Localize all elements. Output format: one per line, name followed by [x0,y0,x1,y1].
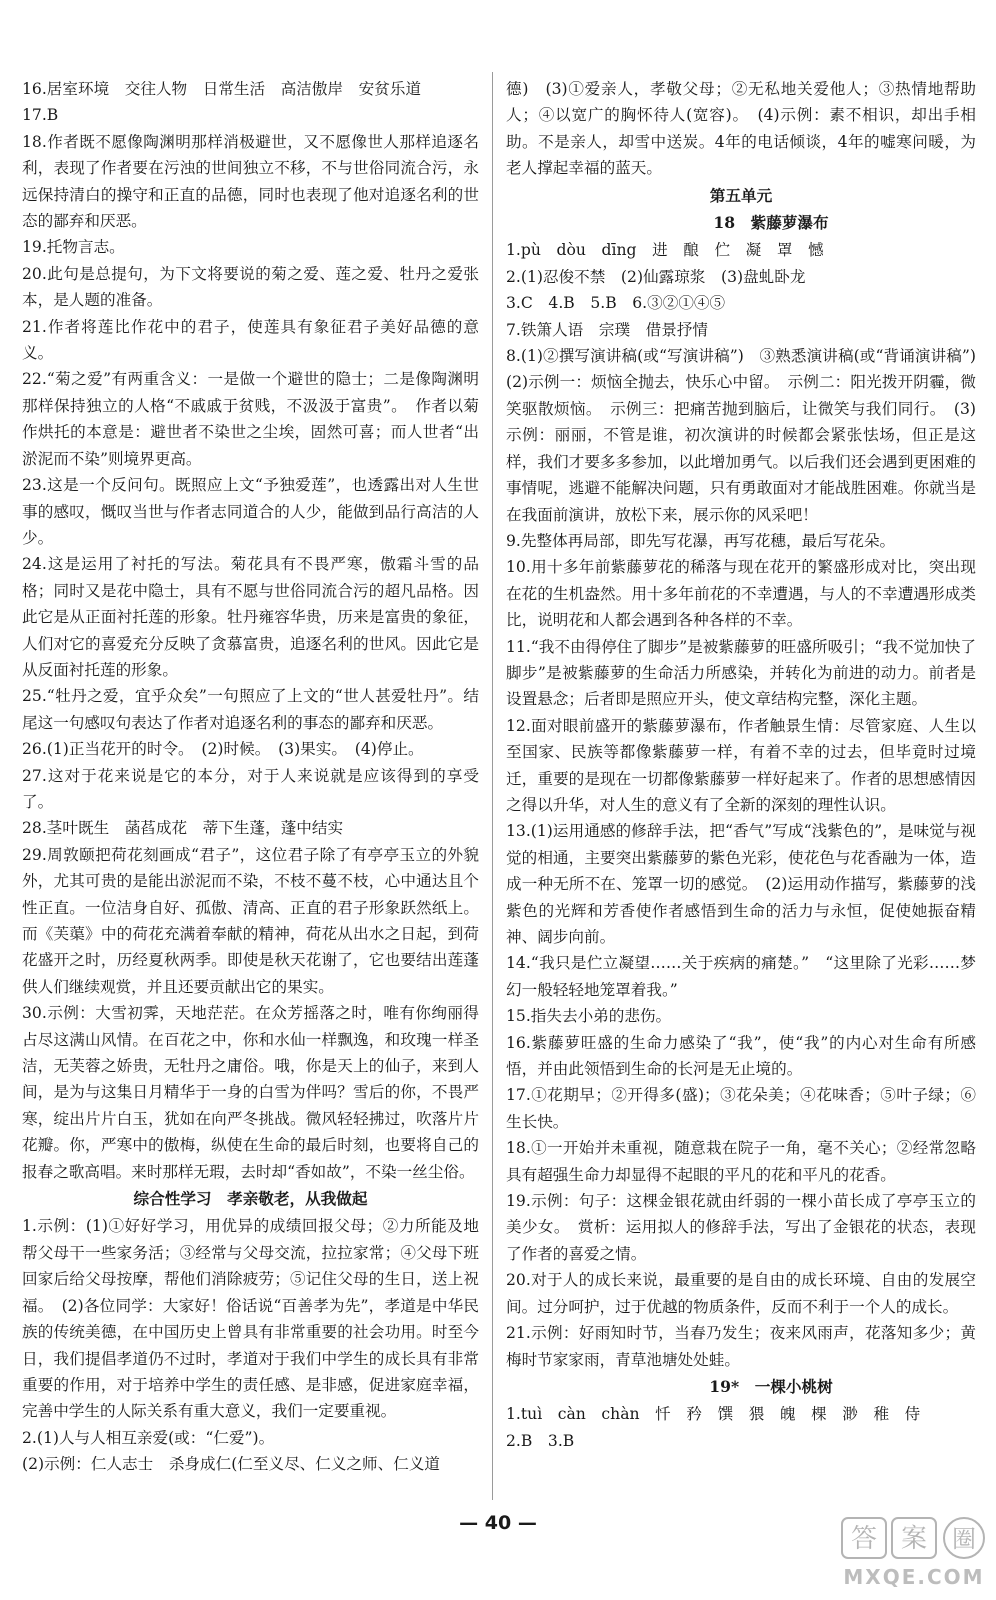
answer-item: 17.B [22,106,59,125]
answer-item: 2.B 3.B [506,1431,575,1450]
answer-item: 16.居室环境 交往人物 日常生活 高洁傲岸 安贫乐道 [22,80,422,98]
section-heading: 19* 一棵小桃树 [709,1376,833,1396]
answer-item: 27.这对于花来说是它的本分，对于人来说就是应该得到的享受了。 [22,766,479,811]
answer-item: 19.示例：句子：这棵金银花就由纤弱的一棵小苗长成了亭亭玉立的美少女。 赏析：运用拟人的修辞手法，写出了金银花的状态，表现了作者的喜爱之情。 [506,1192,976,1263]
answer-item: 9.先整体再局部，即先写花瀑，再写花穗，最后写花朵。 [506,531,896,550]
column-divider [492,72,493,1500]
section-heading: 第五单元 [709,185,773,205]
section-heading: 18 紫藤萝瀑布 [713,213,829,233]
answer-item: 1.示例：(1)①好好学习，用优异的成绩回报父母；②力所能及地帮父母干一些家务活；③经常与父母交流，拉拉家常；④父母下班回家后给父母按摩，帮他们消除疲劳；⑤记住父母的生日，送上祝福。 (2)各位同学：大家好！俗话说“百善孝为先”，孝道是中华民族的传统美德，在中国历史上曾具有非常重要的社会功用。时至今日，我们提倡孝道仍不过时，孝道对于我们中学生的成长具有非常重要的作用，对于培养中学生的责任感、是非感，促进家庭幸福，完善中学生的人际关系有重大意义，我们一定要重视。 [22,1217,479,1421]
left-column [22,76,479,1478]
answer-item: 29.周敦颐把荷花刻画成“君子”，这位君子除了有亭亭玉立的外貌外，尤其可贵的是能出淤泥而不染，不枝不蔓不枝，心中通达且个性正直。一位洁身自好、孤傲、清高、正直的君子形象跃然纸上。而《芙蕖》中的荷花充满着奉献的精神，荷花从出水之日起，到荷花盛开之时，历经夏秋两季。即使是秋天花谢了，它也要结出莲蓬供人们继续观赏，并且还要贡献出它的果实。 [22,845,479,996]
answer-item: 20.对于人的成长来说，最重要的是自由的成长环境、自由的发展空间。过分呵护，过于优越的物质条件，反而不利于一个人的成长。 [506,1271,976,1316]
watermark-char-3: 圈 [952,1525,976,1553]
answer-item: 3.C 4.B 5.B 6.③②①④⑤ [506,294,726,313]
watermark-char-1: 答 [850,1524,878,1554]
right-column [506,76,992,1454]
answer-item: 30.示例：大雪初霁，天地茫茫。在众芳摇落之时，唯有你绚丽得占尽这满山风情。在百花之中，你和水仙一样飘逸，和玫瑰一样圣洁，无芙蓉之娇贵，无牡丹之庸俗。哦，你是天上的仙子，来到人间，是为与这集日月精华于一身的白雪为伴吗？雪后的你，不畏严寒，绽出片片白玉，犹如在向严冬挑战。微风轻轻拂过，吹落片片花瓣。你，严寒中的傲梅，纵使在生命的最后时刻，也要将自己的报春之歌高唱。来时那样无瑕，去时却“香如故”，不染一丝尘俗。 [22,1004,479,1181]
answer-item: 1.pù dòu dīng 进 酿 伫 凝 罩 憾 [506,241,824,260]
answer-item: 14.“我只是伫立凝望……关于疾病的痛楚。” “这里除了光彩……梦幻一般轻轻地笼罩着我。” [506,954,976,999]
answer-item: 26.(1)正当花开的时令。 (2)时候。 (3)果实。 (4)停止。 [22,740,424,759]
answer-item: 2.(1)忍俊不禁 (2)仙露琼浆 (3)盘虬卧龙 [506,267,806,286]
answer-item: 11.“我不由得停住了脚步”是被紫藤萝的旺盛所吸引；“我不觉加快了脚步”是被紫藤萝的生命活力所感染，并转化为前进的动力。前者是设置悬念；后者即是照应开头，使文章结构完整，深化主题。 [506,637,976,709]
answer-item: 22.“菊之爱”有两重含义：一是做一个避世的隐士；二是像陶渊明那样保持独立的人格“不戚戚于贫贱，不汲汲于富贵”。 作者以菊作烘托的本意是：避世者不染世之尘埃，固然可喜；而人世者“出淤泥而不染”则境界更高。 [22,370,479,468]
answer-item: 17.①花期早；②开得多(盛)；③花朵美；④花味香；⑤叶子绿；⑥生长快。 [506,1086,976,1131]
answer-item: 19.托物言志。 [22,238,125,257]
page-number: — 40 — [459,1512,537,1534]
answer-item: 25.“牡丹之爱，宜乎众矣”一句照应了上文的“世人甚爱牡丹”。结尾这一句感叹句表达了作者对追逐名利的事态的鄙弃和厌恶。 [22,687,479,732]
answer-item: 10.用十多年前紫藤萝花的稀落与现在花开的繁盛形成对比，突出现在花的生机盎然。用十多年前花的不幸遭遇，与人的不幸遭遇形成类比，说明花和人都会遇到各种各样的不幸。 [506,558,976,630]
answer-item: 24.这是运用了衬托的写法。菊花具有不畏严寒，傲霜斗雪的品格；同时又是花中隐士，具有不愿与世俗同流合污的超凡品格。因此它是从正面衬托莲的形象。牡丹雍容华贵，历来是富贵的象征，人们对它的喜爱充分反映了贪慕富贵，追逐名利的世风。因此它是从反面衬托莲的形象。 [22,555,479,679]
answer-item: 21.示例：好雨知时节，当春乃发生；夜来风雨声，花落知多少；黄梅时节家家雨，青草池塘处处蛙。 [506,1324,976,1369]
answer-item: 16.紫藤萝旺盛的生命力感染了“我”，使“我”的内心对生命有所感悟，并由此领悟到生命的长河是无止境的。 [506,1033,976,1079]
answer-item: 23.这是一个反问句。既照应上文“予独爱莲”，也透露出对人生世事的感叹，慨叹当世与作者志同道合的人少，能做到品行高洁的人少。 [22,476,479,547]
answer-item: 13.(1)运用通感的修辞手法，把“香气”写成“浅紫色的”，是味觉与视觉的相通，主要突出紫藤萝的紫色光彩，使花色与花香融为一体，造成一种无所不在、笼罩一切的感觉。 (2)运用动作描写，紫藤萝的浅紫色的光辉和芳香使作者感悟到生命的活力与永恒，促使她振奋精神、阔步向前。 [506,822,976,946]
answer-item: (2)示例：仁人志士 杀身成仁(仁至义尽、仁义之师、仁义道 [22,1455,441,1474]
answer-item: 18.作者既不愿像陶渊明那样消极避世，又不愿像世人那样追逐名利，表现了作者要在污浊的世间独立不移，不与世俗同流合污，永远保持清白的操守和正直的品德，同时也表现了他对追逐名利的世态的鄙弃和厌恶。 [22,132,479,231]
answer-item: 21.作者将莲比作花中的君子，使莲具有象征君子美好品德的意义。 [22,317,479,363]
answer-item: 1.tuì càn chàn 忏 矜 馔 猥 魄 棵 渺 稚 侍 [506,1405,921,1424]
answer-item: 德) (3)①爱亲人，孝敬父母；②无私地关爱他人；③热情地帮助人；④以宽广的胸怀待人(宽容)。 (4)示例：素不相识，却出手相助。不是亲人，却雪中送炭。4年的电话倾谈，4年的嘘寒问暖，为老人撑起幸福的蓝天。 [506,80,976,178]
answer-item: 2.(1)人与人相互亲爱(或：“仁爱”)。 [22,1428,275,1447]
answer-item: 20.此句是总提句，为下文将要说的菊之爱、莲之爱、牡丹之爱张本，是人题的准备。 [22,264,479,310]
answer-item: 28.茎叶既生 菡萏成花 蒂下生蓬，蓬中结实 [22,819,344,838]
answer-item: 7.铁箫人语 宗璞 借景抒情 [506,320,709,339]
answer-item: 8.(1)②撰写演讲稿(或“写演讲稿”) ③熟悉演讲稿(或“背诵演讲稿”) (2)示例一：烦恼全抛去，快乐心中留。 示例二：阳光拨开阴霾，微笑驱散烦恼。 示例三：把痛苦抛到脑后，让微笑与我们同行。 (3)示例：丽丽，不管是谁，初次演讲的时候都会紧张怯场，但正是这样，我们才要多多参加，以此增加勇气。以后我们还会遇到更困难的事情呢，逃避不能解决问题，只有勇敢面对才能战胜困难。你就当是在我面前演讲，放松下来，展示你的风采吧！ [506,347,992,524]
watermark-char-2: 案 [900,1524,928,1554]
answer-item: 15.指失去小弟的悲伤。 [506,1007,672,1026]
watermark-logo [840,1516,988,1592]
section-heading: 综合性学习 孝亲敬老，从我做起 [133,1189,368,1209]
watermark-url: MXQE.COM [843,1565,985,1589]
answer-item: 18.①一开始并未重视，随意栽在院子一角，毫不关心；②经常忽略具有超强生命力却显得不起眼的平凡的花和平凡的花香。 [506,1139,976,1184]
answer-item: 12.面对眼前盛开的紫藤萝瀑布，作者触景生情：尽管家庭、人生以至国家、民族等都像紫藤萝一样，有着不幸的过去，但毕竟时过境迁，重要的是现在一切都像紫藤萝一样好起来了。作者的思想感情因之得以升华，对人生的意义有了全新的深刻的理性认识。 [506,716,976,814]
